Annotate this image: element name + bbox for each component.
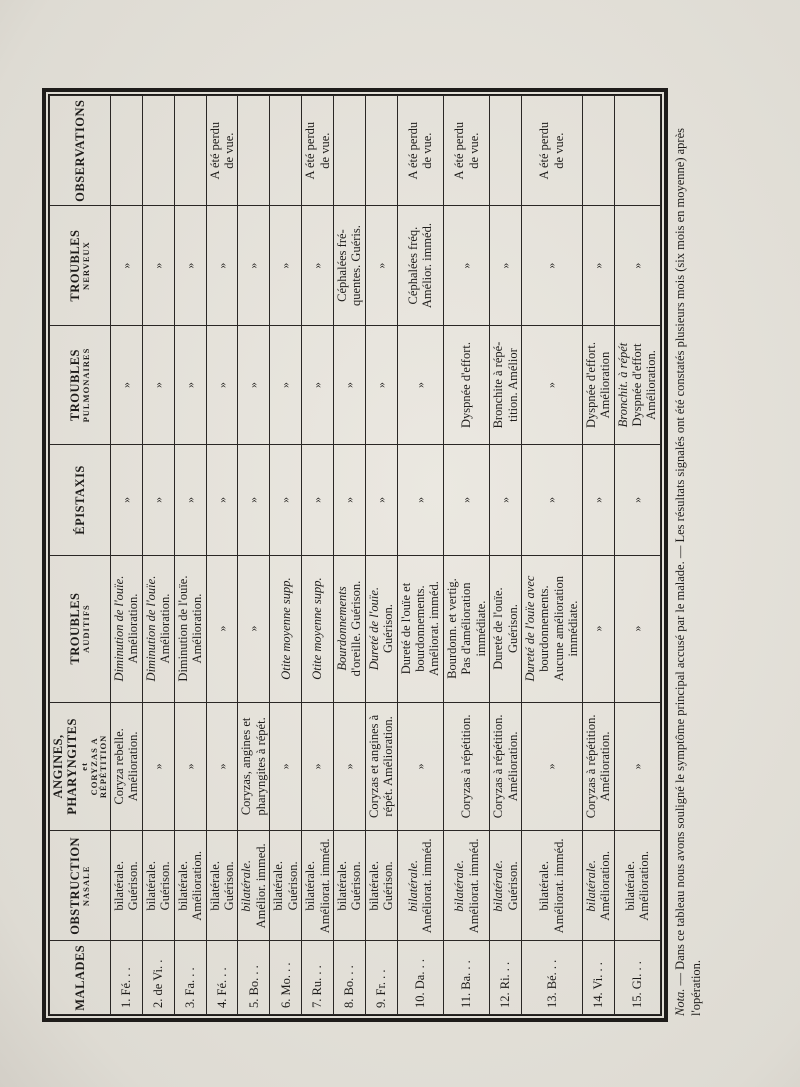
observations-line: de vue.: [551, 132, 566, 169]
pulmonaires-cell: [333, 325, 365, 444]
nerveux-value: »: [629, 262, 644, 269]
auditifs-line: d'oreille. Guérison.: [349, 580, 364, 677]
header-auditifs: TROUBLES AUDITIFS: [50, 555, 111, 702]
observations-cell: [582, 96, 614, 206]
epistaxis-cell: [490, 445, 522, 555]
nerveux-line: quentes. Guéris.: [349, 225, 364, 307]
epistaxis-value: »: [629, 496, 644, 503]
pulmonaires-cell: [142, 325, 174, 444]
observations-cell: [174, 96, 206, 206]
nerveux-cell: [582, 206, 614, 325]
obstruction-line: Guérison.: [381, 861, 396, 911]
angines-cell: [490, 702, 522, 831]
epistaxis-cell: [522, 445, 583, 555]
epistaxis-cell: [582, 445, 614, 555]
angines-line: Amélioration.: [505, 731, 520, 802]
table-row: [443, 96, 489, 1015]
auditifs-line: Bourdonnements: [335, 586, 349, 671]
epistaxis-value: »: [150, 496, 165, 503]
nerveux-cell: [333, 206, 365, 325]
nerveux-line: Céphalées fréq.: [405, 226, 420, 305]
angines-value: »: [341, 763, 356, 770]
table-row: [302, 96, 334, 1015]
obstruction-line: bilatérale.: [366, 861, 381, 911]
patient-cell: 5. Bo. . .: [238, 941, 270, 1015]
pulmonaires-value: »: [373, 382, 388, 389]
angines-cell: [443, 702, 489, 831]
angines-value: Coryzas à répétition.: [459, 714, 474, 819]
header-malades: MALADES: [50, 941, 111, 1015]
angines-cell: [238, 702, 270, 831]
observations-line: A été perdu: [405, 121, 420, 180]
pulmonaires-cell: [111, 325, 143, 444]
table-row: [206, 96, 238, 1015]
epistaxis-value: »: [459, 496, 474, 503]
epistaxis-value: »: [310, 496, 325, 503]
epistaxis-cell: [302, 445, 334, 555]
nerveux-cell: [174, 206, 206, 325]
auditifs-cell: [490, 555, 522, 702]
nerveux-value: »: [590, 262, 605, 269]
obstruction-cell: [333, 831, 365, 941]
epistaxis-value: »: [246, 496, 261, 503]
epistaxis-value: »: [590, 496, 605, 503]
pulmonaires-cell: [365, 325, 397, 444]
nerveux-value: »: [119, 262, 134, 269]
obstruction-line: bilatérale.: [239, 859, 254, 912]
auditifs-line: Guérison.: [505, 604, 520, 654]
pulmonaires-value: »: [246, 382, 261, 389]
header-nerveux: TROUBLES NERVEUX: [50, 206, 111, 325]
angines-value: »: [214, 763, 229, 770]
patient-cell: 2. de Vi. .: [142, 941, 174, 1015]
angines-value: »: [182, 763, 197, 770]
observations-cell: [270, 96, 302, 206]
obstruction-line: Amélioration.: [190, 850, 205, 921]
patient-cell: 10. Da. . .: [397, 941, 443, 1015]
pulmonaires-value: »: [182, 382, 197, 389]
nerveux-value: »: [182, 262, 197, 269]
table-row: [111, 96, 143, 1015]
auditifs-cell: [522, 555, 583, 702]
nerveux-value: »: [150, 262, 165, 269]
nerveux-cell: [206, 206, 238, 325]
obstruction-line: Améliorat. imméd.: [466, 838, 481, 934]
obstruction-cell: [206, 831, 238, 941]
obstruction-line: Guérison.: [158, 861, 173, 911]
observations-cell: [614, 96, 660, 206]
nerveux-value: »: [373, 262, 388, 269]
table-frame: [42, 88, 668, 1022]
angines-value: »: [278, 763, 293, 770]
nerveux-cell: [522, 206, 583, 325]
table-row: [333, 96, 365, 1015]
angines-line: Coryza rebelle.: [112, 728, 127, 805]
epistaxis-cell: [333, 445, 365, 555]
nerveux-cell: [443, 206, 489, 325]
observations-cell: [522, 96, 583, 206]
pulmonaires-value: »: [150, 382, 165, 389]
epistaxis-cell: [270, 445, 302, 555]
epistaxis-cell: [111, 445, 143, 555]
auditifs-line: Diminution de l'ouïe.: [112, 575, 127, 682]
obstruction-line: Amélioration.: [637, 850, 652, 921]
patient-cell: 7. Ru. . .: [302, 941, 334, 1015]
auditifs-cell: [174, 555, 206, 702]
patient-cell: 1. Fé. . .: [111, 941, 143, 1015]
pulmonaires-cell: [614, 325, 660, 444]
angines-cell: [333, 702, 365, 831]
auditifs-line: Diminution de l'ouïe.: [175, 575, 190, 682]
header-pulmonaires: TROUBLES PULMONAIRES: [50, 325, 111, 444]
epistaxis-value: »: [214, 496, 229, 503]
auditifs-cell: [142, 555, 174, 702]
angines-cell: [397, 702, 443, 831]
results-table: [49, 95, 661, 1015]
footnote: [672, 96, 705, 1016]
patient-cell: 6. Mo. . .: [270, 941, 302, 1015]
epistaxis-cell: [365, 445, 397, 555]
obstruction-line: bilatérale.: [271, 861, 286, 911]
obstruction-cell: [614, 831, 660, 941]
table-row: [270, 96, 302, 1015]
auditifs-cell: [614, 555, 660, 702]
angines-value: »: [150, 763, 165, 770]
observations-cell: [238, 96, 270, 206]
observations-cell: [397, 96, 443, 206]
angines-line: Coryzas et angines à: [366, 714, 381, 818]
pulmonaires-cell: [443, 325, 489, 444]
obstruction-line: Guérison.: [505, 861, 520, 911]
footnote-label: Nota.: [673, 988, 687, 1016]
angines-value: »: [544, 763, 559, 770]
pulmonaires-cell: [582, 325, 614, 444]
patient-cell: 11. Ba. . .: [443, 941, 489, 1015]
nerveux-value: »: [278, 262, 293, 269]
obstruction-line: bilatérale.: [207, 861, 222, 911]
epistaxis-value: »: [341, 496, 356, 503]
obstruction-line: Guérison.: [285, 861, 300, 911]
auditifs-line: Aucune amélioration: [551, 575, 566, 682]
auditifs-line: Amélioration.: [126, 593, 141, 664]
obstruction-line: bilatérale.: [452, 859, 467, 912]
table-row: [582, 96, 614, 1015]
nerveux-cell: [365, 206, 397, 325]
table-row: [397, 96, 443, 1015]
epistaxis-value: »: [278, 496, 293, 503]
angines-cell: [270, 702, 302, 831]
nerveux-cell: [111, 206, 143, 325]
table-row: [142, 96, 174, 1015]
angines-value: »: [629, 763, 644, 770]
obstruction-line: Guérison.: [349, 861, 364, 911]
epistaxis-cell: [206, 445, 238, 555]
table-row: [365, 96, 397, 1015]
patient-cell: 15. Gl. . .: [614, 941, 660, 1015]
header-angines: ANGINES, PHARYNGITES et CORYZAS A RÉPÉTITION: [50, 702, 111, 831]
obstruction-cell: [490, 831, 522, 941]
table-row: [522, 96, 583, 1015]
obstruction-line: Amélior. immed.: [253, 843, 268, 929]
obstruction-line: bilatérale.: [303, 861, 318, 911]
pulmonaires-line: Amélioration: [598, 351, 613, 419]
patient-cell: 9. Fr. . .: [365, 941, 397, 1015]
header-obstruction: OBSTRUCTION NASALE: [50, 831, 111, 941]
epistaxis-value: »: [498, 496, 513, 503]
obstruction-line: Améliorat. imméd.: [317, 838, 332, 934]
nerveux-cell: [614, 206, 660, 325]
obstruction-cell: [142, 831, 174, 941]
auditifs-line: Dureté de l'ouïe avec: [523, 575, 538, 682]
auditifs-line: Bourdonn. et vertig.: [444, 578, 459, 679]
obstruction-line: Améliorat. imméd.: [420, 838, 435, 934]
auditifs-line: Amélioration.: [190, 593, 205, 664]
epistaxis-value: »: [412, 496, 427, 503]
auditifs-line: Dureté de l'ouïe.: [491, 587, 506, 670]
obstruction-line: Guérison.: [126, 861, 141, 911]
nerveux-line: Amélior. imméd.: [420, 223, 435, 309]
auditifs-cell: [206, 555, 238, 702]
pulmonaires-line: tition. Amélior: [505, 348, 520, 422]
epistaxis-cell: [238, 445, 270, 555]
pulmonaires-value: »: [278, 382, 293, 389]
obstruction-cell: [365, 831, 397, 941]
patient-cell: 3. Fa. . .: [174, 941, 206, 1015]
epistaxis-value: »: [119, 496, 134, 503]
pulmonaires-value: »: [341, 382, 356, 389]
pulmonaires-cell: [270, 325, 302, 444]
auditifs-line: Guérison.: [381, 604, 396, 654]
observations-cell: [490, 96, 522, 206]
angines-cell: [522, 702, 583, 831]
observations-line: de vue.: [317, 132, 332, 169]
observations-line: A été perdu: [207, 121, 222, 180]
epistaxis-cell: [174, 445, 206, 555]
auditifs-line: Diminution de l'ouïe.: [143, 575, 158, 682]
pulmonaires-line: Bronchit. à répét: [615, 342, 630, 428]
observations-cell: [111, 96, 143, 206]
table-row: [614, 96, 660, 1015]
angines-cell: [174, 702, 206, 831]
observations-cell: [302, 96, 334, 206]
auditifs-cell: [333, 555, 365, 702]
obstruction-cell: [111, 831, 143, 941]
angines-cell: [614, 702, 660, 831]
angines-value: »: [412, 763, 427, 770]
nerveux-line: Céphalées fré-: [335, 229, 349, 302]
nerveux-cell: [397, 206, 443, 325]
obstruction-cell: [238, 831, 270, 941]
obstruction-cell: [270, 831, 302, 941]
obstruction-cell: [443, 831, 489, 941]
auditifs-cell: [365, 555, 397, 702]
nerveux-cell: [490, 206, 522, 325]
pulmonaires-value: »: [214, 382, 229, 389]
auditifs-line: bourdonnements.: [413, 585, 428, 672]
auditifs-cell: [582, 555, 614, 702]
obstruction-cell: [582, 831, 614, 941]
nerveux-cell: [142, 206, 174, 325]
patient-cell: 14. Vi. . .: [582, 941, 614, 1015]
pulmonaires-cell: [397, 325, 443, 444]
auditifs-cell: [443, 555, 489, 702]
nerveux-value: »: [310, 262, 325, 269]
observations-cell: [365, 96, 397, 206]
pulmonaires-value: »: [119, 382, 134, 389]
pulmonaires-line: Dyspnée d'effort.: [583, 342, 598, 429]
table-row: [490, 96, 522, 1015]
epistaxis-cell: [443, 445, 489, 555]
observations-line: de vue.: [222, 132, 236, 169]
angines-line: Coryzas à répétition.: [583, 714, 598, 819]
nerveux-cell: [302, 206, 334, 325]
auditifs-cell: [302, 555, 334, 702]
obstruction-line: bilatérale.: [335, 861, 349, 911]
auditifs-value: »: [590, 625, 605, 632]
patient-cell: 8. Bo. . .: [333, 941, 365, 1015]
obstruction-line: bilatérale.: [622, 861, 637, 911]
observations-cell: [443, 96, 489, 206]
observations-line: A été perdu: [303, 121, 318, 180]
pulmonaires-line: Amélioration.: [644, 350, 659, 420]
rotated-table-container: [42, 88, 728, 1022]
obstruction-line: bilatérale.: [537, 861, 552, 911]
obstruction-line: bilatérale.: [405, 859, 420, 912]
table-row: [238, 96, 270, 1015]
epistaxis-cell: [142, 445, 174, 555]
observations-cell: [333, 96, 365, 206]
obstruction-cell: [522, 831, 583, 941]
pulmonaires-cell: [174, 325, 206, 444]
auditifs-value: Otite moyenne supp.: [310, 577, 325, 680]
auditifs-line: bourdonnements.: [537, 585, 552, 672]
observations-cell: [206, 96, 238, 206]
auditifs-cell: [270, 555, 302, 702]
angines-line: Amélioration.: [598, 731, 613, 802]
epistaxis-value: »: [373, 496, 388, 503]
angines-line: répét. Amélioration.: [381, 716, 396, 817]
observations-line: de vue.: [420, 132, 435, 169]
nerveux-cell: [270, 206, 302, 325]
auditifs-line: Dureté de l'ouïe et: [398, 582, 413, 675]
angines-line: pharyngites à répét.: [253, 717, 268, 816]
auditifs-cell: [397, 555, 443, 702]
nerveux-cell: [238, 206, 270, 325]
auditifs-line: immédiate.: [566, 600, 581, 657]
auditifs-line: Dureté de l'ouïe.: [366, 587, 381, 671]
footnote-text: — Dans ce tableau nous avons souligné le symptôme principal accusé par le malade. — Les résultats signalés ont été constatés plusieurs mois (six mois en moyenne) après l'opération.: [673, 128, 704, 1016]
nerveux-value: »: [459, 262, 474, 269]
patient-cell: 4. Fé. . .: [206, 941, 238, 1015]
angines-cell: [582, 702, 614, 831]
angines-cell: [142, 702, 174, 831]
pulmonaires-line: Bronchite à répé-: [491, 341, 506, 429]
obstruction-line: bilatérale.: [583, 859, 598, 912]
pulmonaires-cell: [522, 325, 583, 444]
observations-cell: [142, 96, 174, 206]
patient-cell: 13. Bé. . .: [522, 941, 583, 1015]
nerveux-value: »: [544, 262, 559, 269]
auditifs-cell: [111, 555, 143, 702]
epistaxis-value: »: [182, 496, 197, 503]
observations-line: A été perdu: [537, 121, 552, 180]
obstruction-line: Amélioration.: [598, 850, 613, 921]
auditifs-value: »: [214, 625, 229, 632]
epistaxis-cell: [614, 445, 660, 555]
pulmonaires-cell: [302, 325, 334, 444]
angines-cell: [302, 702, 334, 831]
nerveux-value: »: [498, 262, 513, 269]
observations-line: de vue.: [466, 132, 481, 169]
patient-cell: 12. Ri. . .: [490, 941, 522, 1015]
pulmonaires-value: »: [310, 382, 325, 389]
angines-cell: [365, 702, 397, 831]
obstruction-cell: [302, 831, 334, 941]
auditifs-value: Otite moyenne supp.: [278, 577, 293, 680]
angines-line: Amélioration.: [126, 731, 141, 802]
auditifs-cell: [238, 555, 270, 702]
auditifs-line: Amélioration.: [158, 593, 173, 664]
pulmonaires-value: »: [412, 382, 427, 389]
obstruction-cell: [174, 831, 206, 941]
auditifs-value: »: [629, 625, 644, 632]
angines-line: Coryzas, angines et: [239, 717, 254, 816]
observations-line: A été perdu: [452, 121, 467, 180]
pulmonaires-cell: [490, 325, 522, 444]
obstruction-line: Améliorat. imméd.: [551, 838, 566, 934]
pulmonaires-value: »: [544, 382, 559, 389]
table-row: [174, 96, 206, 1015]
obstruction-line: bilatérale.: [143, 861, 158, 911]
auditifs-line: Améliorat. imméd.: [427, 581, 442, 676]
auditifs-line: Pas d'amélioration: [459, 582, 474, 675]
pulmonaires-value: Dyspnée d'effort.: [459, 342, 474, 429]
pulmonaires-line: Dyspnée d'effort: [630, 343, 645, 427]
auditifs-value: »: [246, 625, 261, 632]
obstruction-line: Guérison.: [222, 861, 236, 911]
angines-cell: [206, 702, 238, 831]
header-observations: OBSERVATIONS: [50, 96, 111, 206]
header-epistaxis: ÉPISTAXIS: [50, 445, 111, 555]
angines-line: Coryzas à répétition.: [491, 714, 506, 819]
obstruction-cell: [397, 831, 443, 941]
angines-cell: [111, 702, 143, 831]
epistaxis-cell: [397, 445, 443, 555]
auditifs-line: immédiate.: [473, 600, 488, 657]
obstruction-line: bilatérale.: [175, 861, 190, 911]
pulmonaires-cell: [206, 325, 238, 444]
pulmonaires-cell: [238, 325, 270, 444]
nerveux-value: »: [246, 262, 261, 269]
epistaxis-value: »: [544, 496, 559, 503]
nerveux-value: »: [214, 262, 229, 269]
table-body: [111, 96, 661, 1015]
obstruction-line: bilatérale.: [491, 859, 506, 912]
obstruction-line: bilatérale.: [112, 861, 127, 911]
angines-value: »: [310, 763, 325, 770]
